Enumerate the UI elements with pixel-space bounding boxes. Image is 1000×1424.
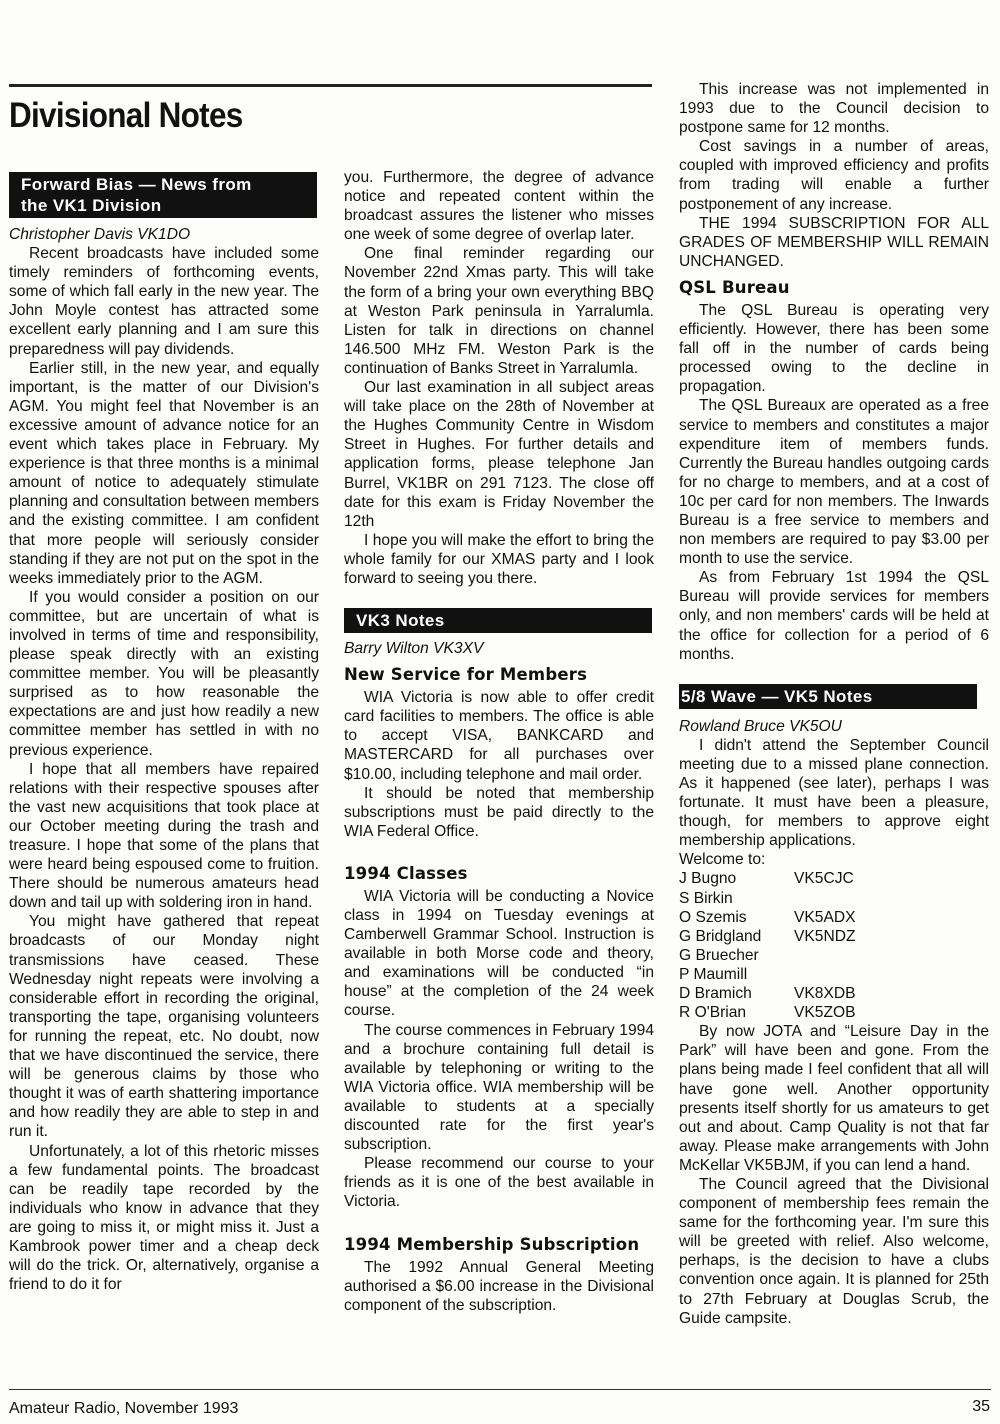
footer-rule <box>9 1389 991 1390</box>
member-call: VK5ADX <box>794 908 856 926</box>
section-band-vk1 <box>9 172 317 218</box>
member-name: P Maumill <box>679 965 748 983</box>
byline-vk3: Barry Wilton VK3XV <box>344 640 484 658</box>
page-number: 35 <box>972 1398 990 1415</box>
paragraph: WIA Victoria will be conducting a Novice class in 1994 on Tuesday evenings at Camberwell Grammar School. Instruction is available in both Morse code and theory, and examinations will be conducted “in house” at the completion of the 24 week course. <box>344 887 654 1020</box>
table-row <box>679 889 989 908</box>
table-row <box>679 927 989 946</box>
byline-vk5: Rowland Bruce VK5OU <box>679 717 842 735</box>
table-row <box>679 869 989 888</box>
member-name: O Szemis <box>679 908 747 926</box>
member-call: VK5NDZ <box>794 927 856 945</box>
subheading: 1994 Classes <box>344 863 468 883</box>
member-call <box>794 946 989 965</box>
member-name: S Birkin <box>679 889 733 907</box>
paragraph: One final reminder regarding our November 22nd Xmas party. This will take the form of a bring your own everything BBQ at Weston Park peninsula in Yarralumla. Listen for talk in directions on channel 146.500 MHz FM. Weston Park is the continuation of Banks Street in Yarralumla. <box>344 245 654 377</box>
paragraph: you. Furthermore, the degree of advance notice and repeated content within the broadcast assures the listener who misses one week of some degree of overlap later. <box>344 169 654 244</box>
paragraph: The 1992 Annual General Meeting authorised a $6.00 increase in the Divisional component of the subscription. <box>344 1258 654 1314</box>
column-1 <box>9 172 319 1294</box>
subheading: QSL Bureau <box>679 277 790 297</box>
paragraph: If you would consider a position on our committee, but are uncertain of what is involved in terms of time and responsibility, please speak directly with an existing committee member. You will be pleasantly surprised as to how reasonable the expectations are and just how readily a new committee member has settled in with no previous experience. <box>9 588 319 759</box>
paragraph: The Council agreed that the Divisional component of membership fees remain the same for the forthcoming year. I'm sure this will be greeted with relief. Also welcome, perhaps, is the decision to have a clubs convention once again. It is planned for 25th to 27th February at Douglas Scrub, the Guide campsite. <box>679 1175 989 1327</box>
band-line-2: the VK1 Division <box>21 196 162 215</box>
section-band-vk5: 5/8 Wave — VK5 Notes <box>679 684 977 709</box>
section-band-vk3: VK3 Notes <box>344 608 652 633</box>
paragraph: The course commences in February 1994 and a brochure containing full detail is available by telephoning or writing to the WIA Victoria office. WIA membership will be available to students at a specially discounted rate for the first year's subscription. <box>344 1021 654 1154</box>
paragraph: I hope you will make the effort to bring the whole family for our XMAS party and I look forward to seeing you there. <box>344 531 654 587</box>
page-title: Divisional Notes <box>9 96 243 135</box>
paragraph: Please recommend our course to your friends as it is one of the best available in Victoria. <box>344 1155 654 1211</box>
member-call: VK5ZOB <box>794 1004 856 1022</box>
subheading: 1994 Membership Subscription <box>344 1234 640 1254</box>
member-call: VK5CJC <box>794 870 854 888</box>
paragraph: Unfortunately, a lot of this rhetoric misses a few fundamental points. The broadcast can be readily tape recorded by the individuals who know in advance that they are going to miss it, or might miss it. Just a Kambrook power timer and a cheap deck will do the trick. Or, alternatively, organise a friend to do it for <box>9 1142 319 1294</box>
paragraph: Earlier still, in the new year, and equally important, is the matter of our Division's AGM. You might feel that November is an excessive amount of advance notice for an event which takes place in February. My experience is that three months is a minimal amount of notice to adequately stimulate planning and consultation between members and the existing committee. I am confident that more people will seriously consider standing if they are not put on the spot in the weeks immediately prior to the AGM. <box>9 359 319 587</box>
paragraph: Cost savings in a number of areas, coupled with improved efficiency and profits from trading will enable a further postponement of any increase. <box>679 138 989 213</box>
new-members-table <box>679 869 989 1022</box>
paragraph: As from February 1st 1994 the QSL Bureau will provide services for members only, and non members' cards will be held at the office for collection for a period of 6 months. <box>679 569 989 663</box>
table-row <box>679 908 989 927</box>
table-row <box>679 946 989 965</box>
member-name: J Bugno <box>679 870 737 888</box>
paragraph: The QSL Bureau is operating very efficiently. However, there has been some fall off in the number of cards being processed owing to the decline in propagation. <box>679 301 989 396</box>
paragraph: This increase was not implemented in 1993 due to the Council decision to postpone same for 12 months. <box>679 81 989 137</box>
paragraph: WIA Victoria is now able to offer credit card facilities to members. The office is able to accept VISA, BANKCARD and MASTERCARD for all purchases over $10.00, including telephone and mail order. <box>344 689 654 783</box>
paragraph: Our last examination in all subject areas will take place on the 28th of November at the Hughes Community Centre in Wisdom Street in Hughes. For further details and application forms, please telephone Jan Burrel, VK1BR on 291 7123. The close off date for this exam is Friday November the 12th <box>344 379 654 530</box>
table-row <box>679 1003 989 1022</box>
paragraph: I didn't attend the September Council meeting due to a missed plane connection. As it happened (see later), perhaps I was fortunate. It must have been a pleasure, though, for members to approve eight membership applications. <box>679 736 989 850</box>
byline-vk1: Christopher Davis VK1DO <box>9 226 191 243</box>
paragraph: The QSL Bureaux are operated as a free service to members and constitutes a major expenditure item of members funds. Currently the Bureau handles outgoing cards for no charge to members, and at a cost of 10c per card for non members. The Inwards Bureau is a free service to members and non members are required to pay $3.00 per month to use the service. <box>679 397 989 568</box>
column-2 <box>344 168 654 1315</box>
paragraph: Recent broadcasts have included some timely reminders of forthcoming events, some of which fall early in the new year. The John Moyle contest has attracted some excellent early planning and I am sure this preparedness will pay dividends. <box>9 245 319 358</box>
subheading: New Service for Members <box>344 665 588 685</box>
member-name: R O'Brian <box>679 1004 747 1022</box>
paragraph: I hope that all members have repaired relations with their respective spouses after the vast new acquisitions that took place at our October meeting during the trash and treasure. I hope that some of the plans that were heard being espoused come to fruition. There should be numerous amateurs head down and tail up with soldering iron in hand. <box>9 760 319 912</box>
band-line-1: Forward Bias — News from <box>21 175 252 194</box>
column-3 <box>679 80 989 1328</box>
member-call: VK8XDB <box>794 985 856 1003</box>
member-call <box>794 889 989 908</box>
welcome-label: Welcome to: <box>679 851 766 869</box>
paragraph: By now JOTA and “Leisure Day in the Park” will have been and gone. From the plans being made I feel confident that all will have gone well. Another opportunity presents itself shortly for us amateurs to get out and about. Camp Quality is not that far away. Please make arrangements with John McKellar VK5BJM, if you can lend a hand. <box>679 1023 989 1174</box>
member-name: D Bramich <box>679 985 752 1003</box>
member-name: G Bruecher <box>679 946 759 964</box>
footer-publication: Amateur Radio, November 1993 <box>9 1400 239 1417</box>
member-name: G Bridgland <box>679 927 762 945</box>
paragraph: You might have gathered that repeat broadcasts of our Monday night transmissions have ceased. These Wednesday night repeats were involving a considerable effort in recording the original, transporting the tape, organising volunteers for running the repeat, etc. No doubt, now that we have discontinued the service, there will be generous claims by those who thought it was of earth shattering importance and how readily they are able to step in and run it. <box>9 913 319 1141</box>
title-rule <box>9 84 652 87</box>
paragraph: It should be noted that membership subscriptions must be paid directly to the WIA Federal Office. <box>344 784 654 840</box>
paragraph: THE 1994 SUBSCRIPTION FOR ALL GRADES OF MEMBERSHIP WILL REMAIN UNCHANGED. <box>679 214 989 270</box>
member-call <box>794 965 989 984</box>
table-row <box>679 965 989 984</box>
table-row <box>679 984 989 1003</box>
